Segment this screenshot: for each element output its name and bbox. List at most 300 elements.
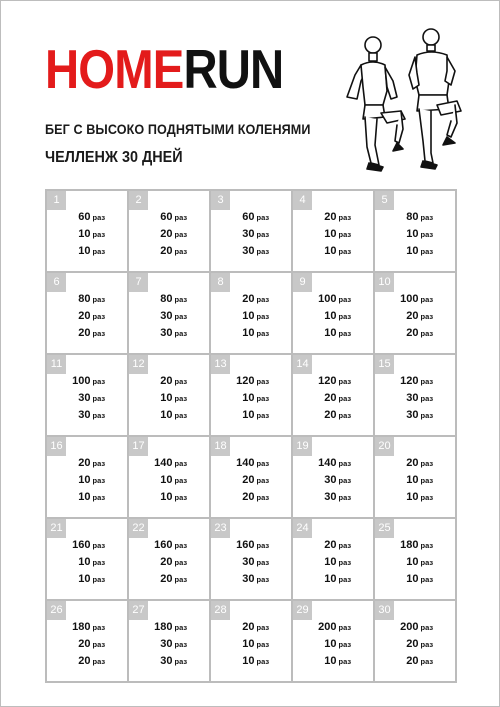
rep-unit: раз [92,657,106,666]
rep-count: 30 [324,474,337,486]
rep-line [68,325,107,342]
rep-list [129,209,209,260]
rep-count: 200 [318,621,337,633]
rep-count: 20 [78,327,91,339]
rep-count: 10 [78,245,91,257]
rep-line [314,243,353,260]
rep-unit: раз [256,493,270,502]
rep-count: 20 [406,457,419,469]
rep-line [232,537,271,554]
rep-list [129,373,209,424]
rep-unit: раз [420,247,434,256]
day-number-badge: 27 [129,601,148,620]
rep-unit: раз [256,640,270,649]
rep-count: 30 [160,327,173,339]
rep-line [150,373,189,390]
rep-line [68,291,107,308]
rep-line [314,619,353,636]
rep-count: 10 [242,327,255,339]
brand-logo [45,37,283,101]
day-cell [47,437,129,519]
rep-unit: раз [256,411,270,420]
rep-line [68,489,107,506]
rep-count: 10 [324,556,337,568]
rep-unit: раз [338,247,352,256]
day-cell [375,519,457,601]
rep-line [232,554,271,571]
rep-line [68,226,107,243]
rep-line [396,489,435,506]
rep-list [211,537,291,588]
rep-count: 10 [160,491,173,503]
rep-list [129,291,209,342]
rep-count: 20 [242,491,255,503]
rep-unit: раз [174,312,188,321]
rep-unit: раз [256,575,270,584]
day-number-badge: 23 [211,519,230,538]
rep-unit: раз [92,394,106,403]
rep-line [396,243,435,260]
rep-unit: раз [256,312,270,321]
rep-unit: раз [256,657,270,666]
rep-list [211,619,291,670]
rep-line [314,653,353,670]
day-cell [47,273,129,355]
rep-unit: раз [420,657,434,666]
rep-line [232,571,271,588]
rep-line [314,209,353,226]
rep-line [150,619,189,636]
rep-list [47,537,127,588]
rep-count: 10 [406,228,419,240]
rep-unit: раз [256,295,270,304]
rep-list [375,373,455,424]
day-cell [375,601,457,683]
day-number-badge: 8 [211,273,230,292]
rep-line [232,489,271,506]
rep-unit: раз [338,493,352,502]
rep-line [396,390,435,407]
rep-count: 20 [160,375,173,387]
day-number-badge: 11 [47,355,66,374]
day-cell [293,355,375,437]
rep-line [232,308,271,325]
rep-unit: раз [420,541,434,550]
rep-unit: раз [174,558,188,567]
day-cell [129,191,211,273]
rep-count: 180 [154,621,173,633]
rep-count: 20 [78,638,91,650]
rep-list [129,619,209,670]
rep-list [375,537,455,588]
rep-unit: раз [420,558,434,567]
rep-unit: раз [420,329,434,338]
rep-unit: раз [338,476,352,485]
day-number-badge: 3 [211,191,230,210]
days-grid [45,189,457,683]
challenge-title: ЧЕЛЛЕНЖ 30 ДНЕЙ [45,149,183,166]
rep-line [314,226,353,243]
day-number-badge: 18 [211,437,230,456]
rep-count: 20 [324,211,337,223]
rep-unit: раз [256,213,270,222]
rep-line [232,325,271,342]
rep-unit: раз [92,295,106,304]
rep-line [150,291,189,308]
rep-line [68,308,107,325]
rep-count: 20 [78,310,91,322]
rep-line [232,243,271,260]
rep-count: 20 [324,392,337,404]
day-number-badge: 15 [375,355,394,374]
rep-line [396,537,435,554]
rep-unit: раз [256,541,270,550]
rep-count: 10 [78,556,91,568]
rep-count: 10 [406,556,419,568]
rep-unit: раз [92,623,106,632]
rep-unit: раз [174,493,188,502]
rep-unit: раз [256,377,270,386]
rep-unit: раз [420,377,434,386]
rep-line [150,554,189,571]
rep-line [396,653,435,670]
day-cell [293,437,375,519]
rep-unit: раз [420,312,434,321]
rep-line [150,407,189,424]
rep-count: 120 [236,375,255,387]
rep-count: 30 [160,655,173,667]
day-number-badge: 17 [129,437,148,456]
rep-unit: раз [420,640,434,649]
day-cell [375,273,457,355]
rep-line [68,209,107,226]
rep-count: 10 [324,228,337,240]
rep-line [150,636,189,653]
rep-line [396,308,435,325]
rep-count: 100 [318,293,337,305]
rep-count: 30 [78,392,91,404]
rep-unit: раз [174,640,188,649]
rep-unit: раз [174,377,188,386]
rep-line [150,455,189,472]
rep-count: 160 [154,539,173,551]
rep-count: 160 [72,539,91,551]
rep-line [68,537,107,554]
rep-count: 10 [160,409,173,421]
rep-unit: раз [92,493,106,502]
rep-unit: раз [92,558,106,567]
day-number-badge: 28 [211,601,230,620]
rep-line [314,390,353,407]
rep-count: 20 [160,245,173,257]
rep-unit: раз [174,394,188,403]
rep-line [68,243,107,260]
rep-line [150,489,189,506]
day-cell [375,437,457,519]
rep-count: 20 [406,310,419,322]
day-number-badge: 7 [129,273,148,292]
rep-unit: раз [92,541,106,550]
rep-unit: раз [338,575,352,584]
rep-count: 80 [78,293,91,305]
rep-count: 30 [160,638,173,650]
rep-count: 30 [242,573,255,585]
rep-line [396,636,435,653]
rep-line [314,407,353,424]
day-number-badge: 25 [375,519,394,538]
rep-unit: раз [420,623,434,632]
day-number-badge: 16 [47,437,66,456]
rep-list [293,209,373,260]
rep-unit: раз [338,213,352,222]
rep-line [232,636,271,653]
rep-line [232,455,271,472]
rep-count: 20 [324,539,337,551]
day-cell [293,273,375,355]
rep-count: 30 [324,491,337,503]
rep-unit: раз [174,213,188,222]
rep-list [211,291,291,342]
rep-line [396,571,435,588]
rep-unit: раз [174,459,188,468]
rep-unit: раз [92,312,106,321]
rep-count: 10 [160,474,173,486]
day-cell [375,191,457,273]
rep-unit: раз [420,295,434,304]
rep-count: 80 [406,211,419,223]
rep-unit: раз [174,247,188,256]
rep-line [150,209,189,226]
rep-line [232,226,271,243]
rep-count: 160 [236,539,255,551]
runner-left-figure [347,37,405,171]
rep-count: 30 [242,245,255,257]
rep-unit: раз [338,230,352,239]
day-number-badge: 4 [293,191,312,210]
day-cell [293,191,375,273]
rep-count: 10 [242,310,255,322]
rep-unit: раз [256,329,270,338]
rep-line [150,226,189,243]
runner-right-figure [409,29,461,169]
rep-unit: раз [256,394,270,403]
day-cell [129,437,211,519]
rep-line [232,619,271,636]
rep-line [150,325,189,342]
day-cell [129,355,211,437]
rep-line [314,636,353,653]
rep-unit: раз [338,411,352,420]
rep-line [232,407,271,424]
rep-count: 180 [400,539,419,551]
rep-count: 20 [406,655,419,667]
rep-list [293,455,373,506]
rep-line [314,489,353,506]
rep-count: 10 [406,573,419,585]
rep-count: 10 [324,327,337,339]
day-number-badge: 29 [293,601,312,620]
rep-count: 120 [318,375,337,387]
day-number-badge: 19 [293,437,312,456]
rep-unit: раз [338,295,352,304]
day-number-badge: 14 [293,355,312,374]
rep-count: 10 [78,573,91,585]
day-cell [47,601,129,683]
rep-list [47,291,127,342]
rep-line [396,373,435,390]
rep-count: 20 [406,327,419,339]
rep-unit: раз [338,623,352,632]
rep-line [232,653,271,670]
day-number-badge: 1 [47,191,66,210]
rep-list [293,619,373,670]
rep-unit: раз [338,329,352,338]
rep-line [232,472,271,489]
rep-line [150,308,189,325]
day-cell [375,355,457,437]
rep-unit: раз [256,623,270,632]
rep-unit: раз [92,459,106,468]
rep-count: 10 [324,310,337,322]
high-knees-runners-icon [335,25,465,175]
rep-line [314,291,353,308]
rep-count: 60 [78,211,91,223]
day-cell [129,601,211,683]
rep-list [375,291,455,342]
rep-count: 10 [78,491,91,503]
day-cell [211,355,293,437]
rep-unit: раз [92,230,106,239]
rep-list [375,619,455,670]
rep-line [314,472,353,489]
rep-count: 140 [154,457,173,469]
rep-count: 20 [324,409,337,421]
rep-unit: раз [92,329,106,338]
rep-list [375,455,455,506]
rep-count: 100 [400,293,419,305]
rep-unit: раз [174,295,188,304]
rep-list [293,373,373,424]
day-cell [211,273,293,355]
rep-count: 10 [406,474,419,486]
rep-count: 60 [242,211,255,223]
rep-count: 120 [400,375,419,387]
rep-unit: раз [92,640,106,649]
rep-line [68,571,107,588]
rep-count: 30 [406,409,419,421]
rep-unit: раз [338,377,352,386]
rep-line [68,619,107,636]
rep-list [211,373,291,424]
rep-unit: раз [174,230,188,239]
rep-unit: раз [92,411,106,420]
rep-line [150,472,189,489]
brand-logo-home: HOME [45,38,184,100]
rep-unit: раз [174,411,188,420]
rep-unit: раз [92,575,106,584]
rep-count: 10 [242,638,255,650]
day-number-badge: 12 [129,355,148,374]
rep-line [150,537,189,554]
rep-list [47,455,127,506]
day-number-badge: 9 [293,273,312,292]
rep-count: 140 [318,457,337,469]
day-cell [293,519,375,601]
rep-unit: раз [174,575,188,584]
rep-count: 20 [242,474,255,486]
rep-count: 10 [406,491,419,503]
rep-line [396,226,435,243]
rep-count: 200 [400,621,419,633]
rep-count: 30 [406,392,419,404]
rep-count: 10 [78,228,91,240]
rep-unit: раз [174,476,188,485]
rep-unit: раз [256,558,270,567]
rep-count: 10 [406,245,419,257]
day-cell [129,273,211,355]
rep-count: 20 [78,457,91,469]
rep-count: 10 [242,409,255,421]
rep-line [150,571,189,588]
rep-unit: раз [420,411,434,420]
rep-count: 180 [72,621,91,633]
rep-unit: раз [338,640,352,649]
rep-count: 20 [78,655,91,667]
rep-count: 10 [242,655,255,667]
rep-unit: раз [256,459,270,468]
rep-count: 140 [236,457,255,469]
rep-count: 30 [242,556,255,568]
rep-unit: раз [338,312,352,321]
rep-line [396,325,435,342]
rep-count: 80 [160,293,173,305]
day-number-badge: 20 [375,437,394,456]
rep-line [396,554,435,571]
rep-line [314,308,353,325]
rep-line [232,373,271,390]
day-number-badge: 10 [375,273,394,292]
rep-line [314,325,353,342]
day-cell [211,191,293,273]
rep-unit: раз [92,213,106,222]
day-cell [211,437,293,519]
day-cell [293,601,375,683]
rep-count: 10 [324,638,337,650]
rep-line [396,455,435,472]
rep-line [68,472,107,489]
rep-unit: раз [420,213,434,222]
rep-unit: раз [338,459,352,468]
rep-count: 10 [160,392,173,404]
rep-line [314,373,353,390]
rep-list [47,209,127,260]
day-cell [47,519,129,601]
rep-unit: раз [256,247,270,256]
rep-count: 20 [242,293,255,305]
rep-count: 20 [160,228,173,240]
rep-line [232,390,271,407]
rep-line [314,554,353,571]
rep-list [293,537,373,588]
day-cell [47,355,129,437]
rep-unit: раз [92,377,106,386]
rep-line [68,455,107,472]
rep-line [150,243,189,260]
rep-count: 10 [324,573,337,585]
day-number-badge: 24 [293,519,312,538]
rep-unit: раз [420,230,434,239]
rep-count: 10 [242,392,255,404]
